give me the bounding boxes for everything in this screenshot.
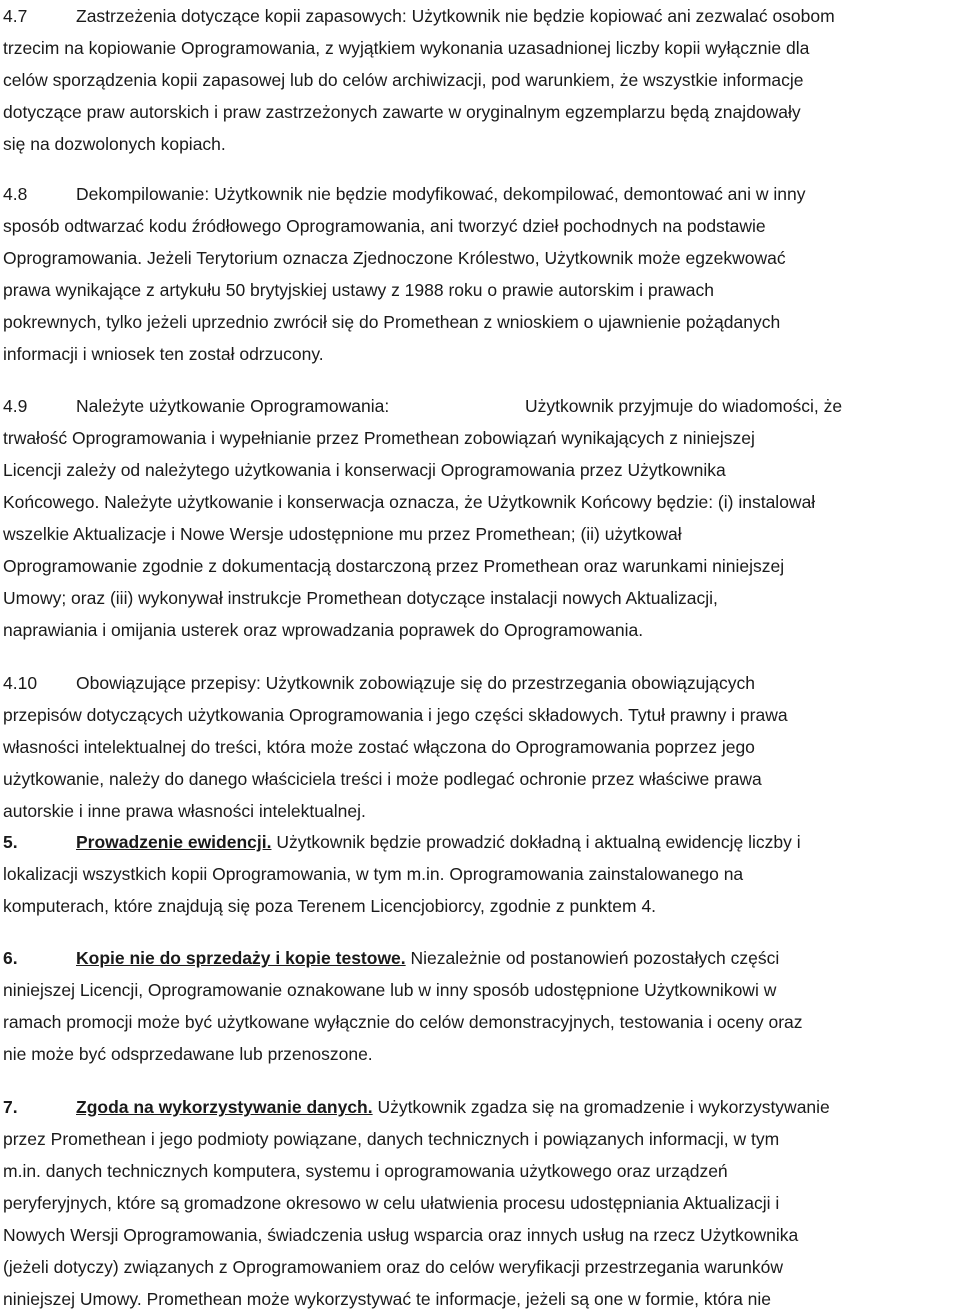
clause-line: Oprogramowania. Jeżeli Terytorium oznacza Zjednoczone Królestwo, Użytkownik może egzekwować [3, 248, 786, 268]
clause-4-9 [3, 390, 955, 646]
clause-number: 4.10 [3, 673, 38, 693]
clause-line: pokrewnych, tylko jeżeli uprzednio zwrócił się do Promethean z wnioskiem o ujawnienie pożądanych [3, 312, 781, 332]
clause-line [3, 0, 955, 32]
section-number: 7. [3, 1097, 18, 1117]
clause-line: trzecim na kopiowanie Oprogramowania, z wyjątkiem wykonania uzasadnionej liczby kopii wyłącznie dla [3, 38, 810, 58]
section-number: 6. [3, 948, 18, 968]
section-5 [3, 826, 955, 922]
clause-line: Nowych Wersji Oprogramowania, świadczenia usług wsparcia oraz innych usług na rzecz Użytkownika [3, 1225, 799, 1245]
clause-number: 4.7 [3, 6, 28, 26]
section-number: 5. [3, 832, 18, 852]
section-7 [3, 1091, 955, 1314]
clause-line: wszelkie Aktualizacje i Nowe Wersje udostępnione mu przez Promethean; (ii) użytkował [3, 524, 682, 544]
clause-line: naprawiania i omijania usterek oraz wprowadzania poprawek do Oprogramowania. [3, 620, 644, 640]
clause-line: niniejszej Licencji, Oprogramowanie oznakowane lub w inny sposób udostępnione Użytkownikowi w [3, 980, 777, 1000]
clause-text: Użytkownik będzie prowadzić dokładną i aktualną ewidencję liczby i [276, 832, 801, 852]
clause-line: Umowy; oraz (iii) wykonywał instrukcje Promethean dotyczące instalacji nowych Aktualizacji, [3, 588, 718, 608]
clause-line: Licencji zależy od należytego użytkowania i konserwacji Oprogramowania przez Użytkownika [3, 460, 726, 480]
clause-heading: Należyte użytkowanie Oprogramowania: [76, 396, 390, 416]
clause-line: komputerach, które znajdują się poza Terenem Licencjobiorcy, zgodnie z punktem 4. [3, 896, 657, 916]
clause-line: sposób odtwarzać kodu źródłowego Oprogramowania, ani tworzyć dzieł pochodnych na podstawie [3, 216, 766, 236]
clause-text: Użytkownik zgadza się na gromadzenie i wykorzystywanie [377, 1097, 830, 1117]
clause-line: przez Promethean i jego podmioty powiązane, danych technicznych i powiązanych informacji, w tym [3, 1129, 780, 1149]
clause-text: Obowiązujące przepisy: Użytkownik zobowiązuje się do przestrzegania obowiązujących [76, 673, 755, 693]
section-heading: Zgoda na wykorzystywanie danych. [76, 1097, 373, 1117]
clause-line [3, 390, 955, 422]
clause-line: peryferyjnych, które są gromadzone okresowo w celu ułatwienia procesu udostępniania Aktualizacji i [3, 1193, 780, 1213]
clause-line: niniejszej Umowy. Promethean może wykorzystywać te informacje, jeżeli są one w formie, która nie [3, 1289, 772, 1309]
clause-line: przepisów dotyczących użytkowania Oprogramowania i jego części składowych. Tytuł prawny i prawa [3, 705, 788, 725]
clause-line: ramach promocji może być użytkowane wyłącznie do celów demonstracyjnych, testowania i oceny oraz [3, 1012, 803, 1032]
clause-line: Oprogramowanie zgodnie z dokumentacją dostarczoną przez Promethean oraz warunkami niniejszej [3, 556, 785, 576]
clause-4-7 [3, 0, 955, 160]
clause-line: prawa wynikające z artykułu 50 brytyjskiej ustawy z 1988 roku o prawie autorskim i prawach [3, 280, 714, 300]
clause-line: m.in. danych technicznych komputera, systemu i oprogramowania użytkowego oraz urządzeń [3, 1161, 728, 1181]
clause-line: celów sporządzenia kopii zapasowej lub do celów archiwizacji, pod warunkiem, że wszystkie informacje [3, 70, 804, 90]
clause-line [3, 667, 955, 699]
clause-number: 4.9 [3, 396, 28, 416]
clause-line: użytkowanie, należy do danego właściciela treści i może podlegać ochronie przez właściwe prawa [3, 769, 762, 789]
clause-number: 4.8 [3, 184, 28, 204]
clause-line: trwałość Oprogramowania i wypełnianie przez Promethean zobowiązań wynikających z niniejszej [3, 428, 755, 448]
clause-line: Końcowego. Należyte użytkowanie i konserwacja oznacza, że Użytkownik Końcowy będzie: (i) instalował [3, 492, 816, 512]
section-heading: Kopie nie do sprzedaży i kopie testowe. [76, 948, 406, 968]
clause-text: Dekompilowanie: Użytkownik nie będzie modyfikować, dekompilować, demontować ani w inny [76, 184, 806, 204]
clause-line [3, 178, 955, 210]
section-heading: Prowadzenie ewidencji. [76, 832, 272, 852]
clause-line: dotyczące praw autorskich i praw zastrzeżonych zawarte w oryginalnym egzemplarzu będą znajdowały [3, 102, 801, 122]
clause-text: Zastrzeżenia dotyczące kopii zapasowych: Użytkownik nie będzie kopiować ani zezwalać osobom [76, 6, 835, 26]
clause-4-10 [3, 667, 955, 827]
clause-text: Użytkownik przyjmuje do wiadomości, że [525, 396, 843, 416]
clause-line: nie może być odsprzedawane lub przenoszone. [3, 1044, 373, 1064]
clause-text: Niezależnie od postanowień pozostałych części [410, 948, 780, 968]
clause-line: własności intelektualnej do treści, która może zostać włączona do Oprogramowania poprzez jego [3, 737, 755, 757]
clause-line [3, 1091, 955, 1123]
section-6 [3, 942, 955, 1070]
clause-line: się na dozwolonych kopiach. [3, 134, 226, 154]
clause-line: autorskie i inne prawa własności intelektualnej. [3, 801, 366, 821]
clause-4-8 [3, 178, 955, 370]
clause-line: lokalizacji wszystkich kopii Oprogramowania, w tym m.in. Oprogramowania zainstalowanego na [3, 864, 744, 884]
clause-line [3, 826, 955, 858]
clause-line: informacji i wniosek ten został odrzucony. [3, 344, 324, 364]
clause-line [3, 942, 955, 974]
clause-line: (jeżeli dotyczy) związanych z Oprogramowaniem oraz do celów weryfikacji przestrzegania warunków [3, 1257, 784, 1277]
